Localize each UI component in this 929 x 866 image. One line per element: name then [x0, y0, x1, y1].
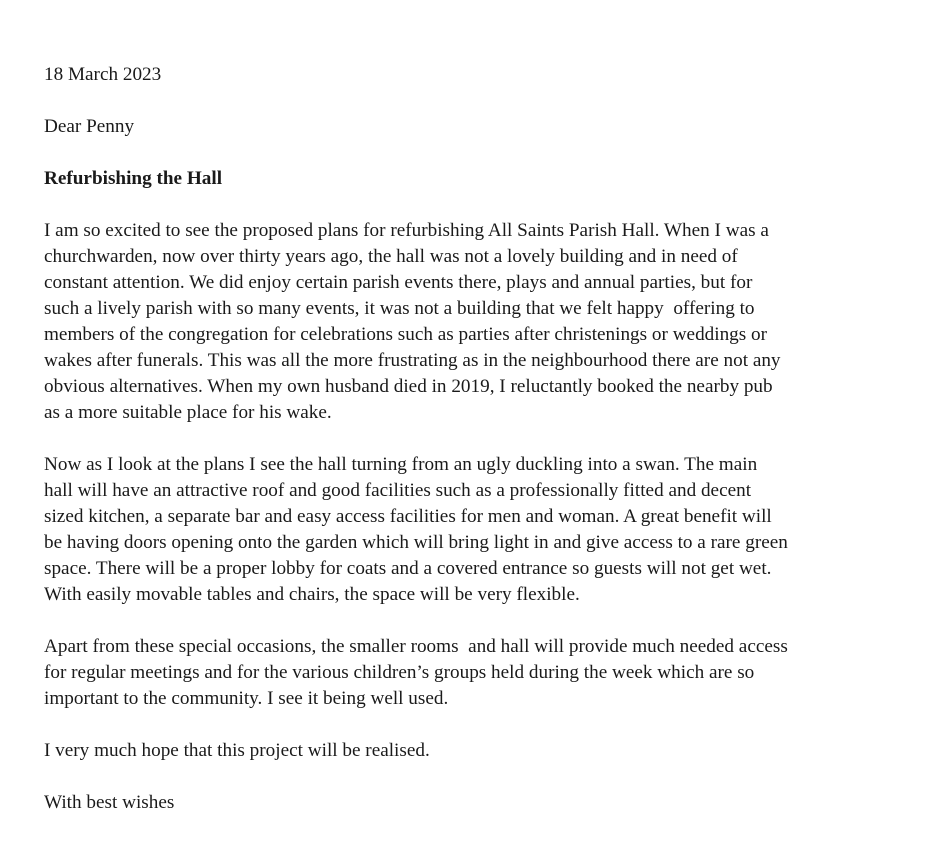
- paragraph-line: as a more suitable place for his wake.: [44, 402, 332, 423]
- paragraph-line: Now as I look at the plans I see the hall turning from an ugly duckling into a swan. The main: [44, 454, 758, 475]
- paragraph-line: wakes after funerals. This was all the more frustrating as in the neighbourhood there are not any: [44, 350, 781, 371]
- paragraph-4: [44, 738, 924, 764]
- paragraph-line: constant attention. We did enjoy certain parish events there, plays and annual parties, but for: [44, 272, 753, 293]
- spacer: [44, 712, 924, 738]
- paragraph-2: [44, 452, 924, 608]
- paragraph-line: churchwarden, now over thirty years ago, the hall was not a lovely building and in need of: [44, 246, 738, 267]
- paragraph-line: for regular meetings and for the various children’s groups held during the week which are so: [44, 662, 755, 683]
- paragraph-line: be having doors opening onto the garden which will bring light in and give access to a rare green: [44, 532, 788, 553]
- paragraph-line: I am so excited to see the proposed plans for refurbishing All Saints Parish Hall. When I was a: [44, 220, 769, 241]
- paragraph-line: I very much hope that this project will be realised.: [44, 740, 430, 761]
- spacer: [44, 608, 924, 634]
- subject-heading: [44, 166, 924, 192]
- subject-line: Refurbishing the Hall: [44, 168, 223, 189]
- spacer: [44, 192, 924, 218]
- salutation: [44, 114, 924, 140]
- salutation-line: Dear Penny: [44, 116, 135, 137]
- paragraph-line: obvious alternatives. When my own husband died in 2019, I reluctantly booked the nearby pub: [44, 376, 773, 397]
- paragraph-line: space. There will be a proper lobby for coats and a covered entrance so guests will not get wet.: [44, 558, 772, 579]
- paragraph-line: sized kitchen, a separate bar and easy access facilities for men and woman. A great benefit will: [44, 506, 772, 527]
- spacer: [44, 426, 924, 452]
- letter-date: [44, 62, 924, 88]
- paragraph-line: With easily movable tables and chairs, the space will be very flexible.: [44, 584, 580, 605]
- spacer: [44, 140, 924, 166]
- closing: [44, 790, 924, 816]
- letter-body: [44, 62, 924, 816]
- paragraph-line: such a lively parish with so many events, it was not a building that we felt happy offering to: [44, 298, 755, 319]
- date-line: 18 March 2023: [44, 64, 162, 85]
- paragraph-1: [44, 218, 924, 426]
- paragraph-line: members of the congregation for celebrations such as parties after christenings or weddings or: [44, 324, 768, 345]
- paragraph-3: [44, 634, 924, 712]
- paragraph-line: hall will have an attractive roof and good facilities such as a professionally fitted and decent: [44, 480, 752, 501]
- paragraph-line: important to the community. I see it being well used.: [44, 688, 449, 709]
- spacer: [44, 88, 924, 114]
- spacer: [44, 764, 924, 790]
- closing-line: With best wishes: [44, 792, 175, 813]
- paragraph-line: Apart from these special occasions, the smaller rooms and hall will provide much needed access: [44, 636, 788, 657]
